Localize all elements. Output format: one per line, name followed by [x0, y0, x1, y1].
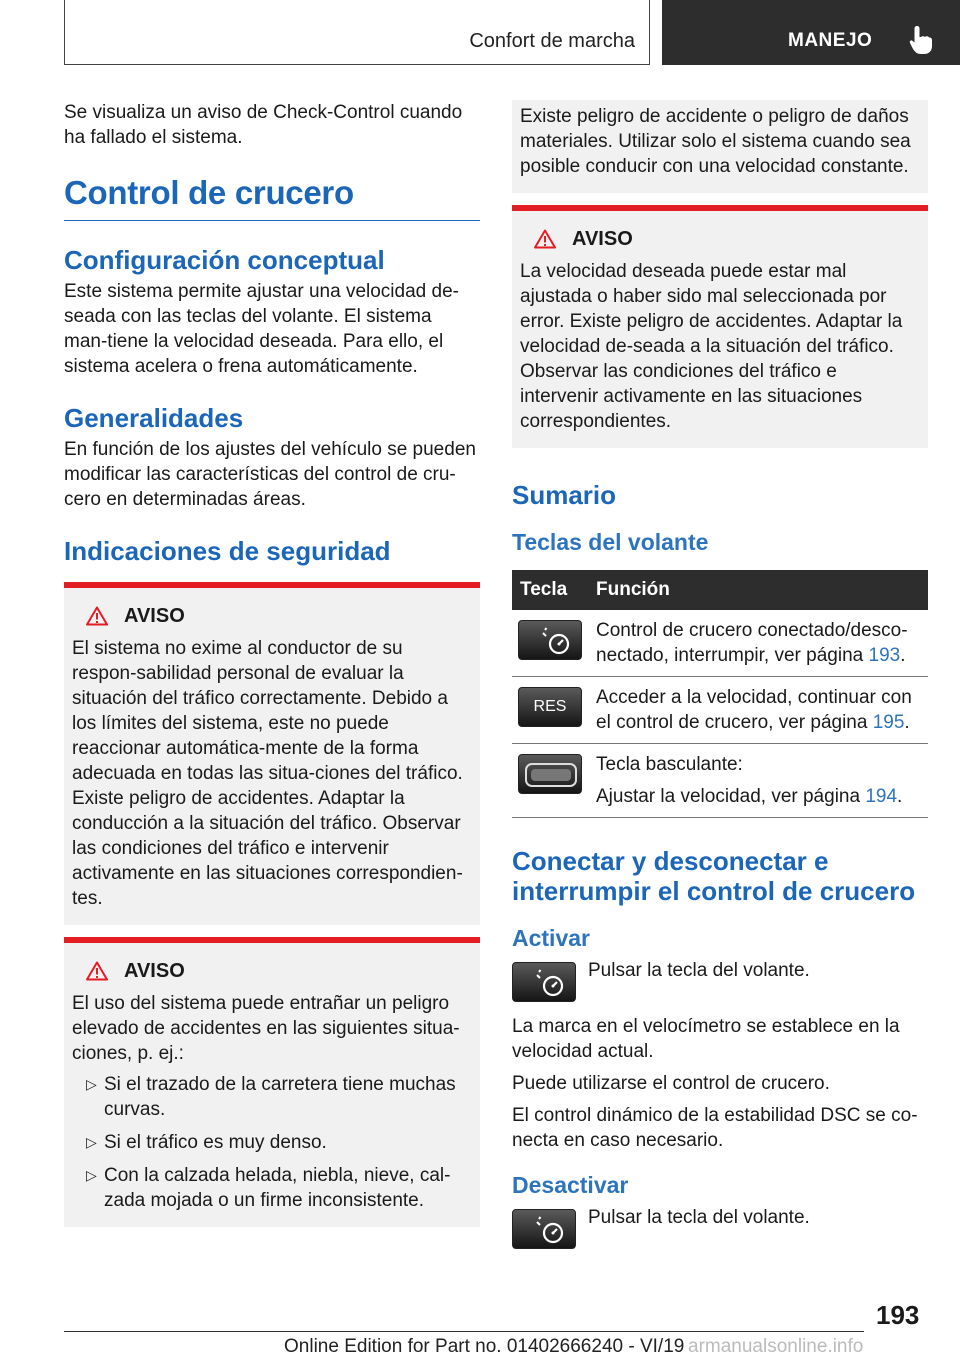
bullet-triangle-icon: ▷ — [86, 1167, 97, 1183]
concept-heading: Configuración conceptual — [64, 245, 385, 275]
warning-text: La velocidad deseada puede estar mal ajustada o haber sido mal seleccionada por error. Existe peligro de accidentes. Adaptar la velocidad de-seada a la situación del tráfico. Observar las condiciones del tráfico e intervenir activamente en las situaciones correspondientes. — [520, 261, 903, 432]
warning-text: Existe peligro de accidente o peligro de daños materiales. Utilizar solo el sistema cuando sea posible conducir con una velocidad constante. — [520, 106, 911, 177]
activate-text-2: Puede utilizarse el control de crucero. — [512, 1073, 830, 1094]
deactivate-heading: Desactivar — [512, 1172, 629, 1198]
cruise-control-key-icon — [518, 620, 582, 660]
warning-box-2 — [64, 937, 480, 1227]
list-item: ▷ Si el tráfico es muy denso. — [72, 1130, 472, 1155]
general-text: En función de los ajustes del vehículo se pueden modificar las características del control de cru-cero en determinadas áreas. — [64, 439, 476, 510]
activate-action-text: Pulsar la tecla del volante. — [588, 960, 810, 981]
keys-table — [512, 570, 928, 818]
warning-triangle-icon — [534, 229, 556, 249]
warning-list — [72, 1072, 472, 1213]
cruise-control-key-icon — [512, 1209, 576, 1249]
activate-action — [512, 958, 928, 1002]
pointing-hand-icon — [908, 24, 934, 56]
activate-text-1: La marca en el velocímetro se establece en la velocidad actual. — [512, 1016, 900, 1062]
warning-box-3 — [512, 205, 928, 448]
header-section-box — [64, 0, 650, 65]
bullet-triangle-icon: ▷ — [86, 1134, 97, 1150]
connect-heading: Conectar y desconectar e interrumpir el control de crucero — [512, 846, 916, 906]
page-title: Control de crucero — [64, 174, 480, 221]
cruise-control-key-icon — [512, 962, 576, 1002]
warning-title: AVISO — [124, 604, 185, 627]
warning-text: El uso del sistema puede entrañar un peligro elevado de accidentes en las siguientes situa-ciones, p. ej.: — [72, 993, 460, 1064]
header-chapter-title: MANEJO — [788, 30, 873, 51]
bullet-triangle-icon: ▷ — [86, 1076, 97, 1092]
warning-title: AVISO — [124, 959, 185, 982]
concept-text: Este sistema permite ajustar una velocidad de-seada con las teclas del volante. El sistema man-tiene la velocidad deseada. Para ello, el sistema acelera o frena automáticamente. — [64, 281, 459, 377]
warning-triangle-icon — [86, 606, 108, 626]
left-column — [64, 100, 480, 1227]
page-link[interactable]: 195 — [872, 712, 905, 733]
footer-divider — [64, 1331, 864, 1332]
list-item: ▷ Con la calzada helada, niebla, nieve, cal-zada mojada o un firme inconsistente. — [72, 1163, 472, 1213]
table-row: RES Acceder a la velocidad, continuar con el control de crucero, ver página 195. — [512, 677, 928, 744]
keys-heading: Teclas del volante — [512, 529, 709, 555]
general-heading: Generalidades — [64, 403, 244, 433]
header-chapter-tab[interactable] — [662, 0, 960, 65]
warning-text: El sistema no exime al conductor de su respon-sabilidad personal de evaluar la situación del tráfico correctamente. Debido a los límites del sistema, este no puede reaccionar automática-mente de la forma adecuada en todas las situa-ciones del tráfico. Existe peligro de accidentes. Adaptar la conducción a la situación del tráfico. Observar las condiciones del tráfico e intervenir activamente en las situaciones correspondien-tes. — [72, 638, 463, 909]
footer-edition: Online Edition for Part no. 01402666240 - VI/19 — [284, 1336, 685, 1357]
watermark: armanualsonline.info — [688, 1336, 864, 1357]
right-column — [512, 100, 928, 1261]
warning-title: AVISO — [572, 227, 633, 250]
page-link[interactable]: 194 — [865, 786, 898, 807]
page-link[interactable]: 193 — [868, 645, 901, 666]
activate-text-3: El control dinámico de la estabilidad DSC se co-necta en caso necesario. — [512, 1105, 918, 1151]
rocker-switch-icon — [518, 754, 582, 794]
header-section-title: Confort de marcha — [469, 30, 635, 52]
table-header-function: Función — [596, 570, 928, 610]
warning-triangle-icon — [86, 961, 108, 981]
intro-text: Se visualiza un aviso de Check-Control cuando ha fallado el sistema. — [64, 102, 463, 148]
warning-box-1 — [64, 582, 480, 925]
res-key-icon: RES — [518, 687, 582, 727]
deactivate-action — [512, 1205, 928, 1249]
table-row: Tecla basculante: Ajustar la velocidad, ver página 194. — [512, 744, 928, 818]
summary-heading: Sumario — [512, 480, 617, 510]
list-item: ▷ Si el trazado de la carretera tiene muchas curvas. — [72, 1072, 472, 1122]
safety-heading: Indicaciones de seguridad — [64, 536, 391, 566]
deactivate-action-text: Pulsar la tecla del volante. — [588, 1207, 810, 1228]
activate-heading: Activar — [512, 925, 590, 951]
warning-box-continued — [512, 100, 928, 193]
table-row: Control de crucero conectado/desco-nectado, interrumpir, ver página 193. — [512, 610, 928, 677]
page-number: 193 — [876, 1300, 920, 1330]
table-header-key: Tecla — [512, 570, 596, 610]
